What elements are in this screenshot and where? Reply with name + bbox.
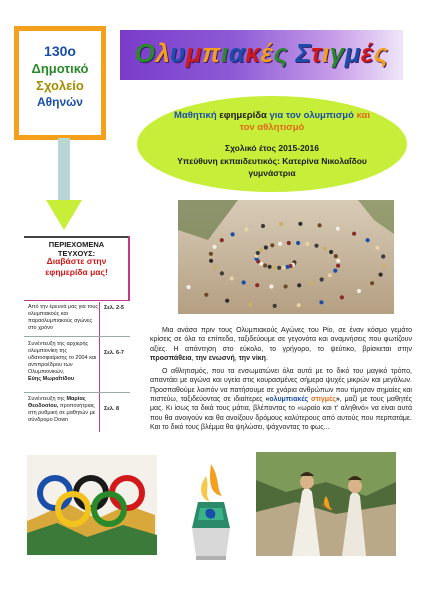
contents-heading-2: ΤΕΥΧΟΥΣ: [57, 249, 96, 258]
title-letter: ς [273, 38, 288, 68]
subtitle-part-a: Μαθητική [173, 110, 220, 121]
toc-item-1-text: Από την έρευνά μας για τους ολυμπιακούς και παραολυμπιακούς αγώνες στο χρόνο [28, 304, 99, 331]
toc-column-line [99, 302, 100, 432]
pin-stem [58, 138, 70, 202]
dancer [264, 245, 268, 249]
contents-subheading [24, 256, 129, 278]
dancer [285, 265, 289, 269]
title-letter: ι [221, 38, 229, 68]
p2-moments: στιγμές [311, 396, 336, 404]
dancer [270, 243, 274, 247]
dancer [322, 246, 326, 250]
dancer [297, 303, 301, 307]
dancer [244, 227, 248, 231]
dancer [320, 277, 324, 281]
dancer [220, 238, 224, 242]
title-letter: γ [329, 38, 345, 68]
dancer [318, 223, 322, 227]
dancer [309, 281, 313, 285]
toc-item-3-page: Σελ. 8 [104, 406, 120, 412]
dancer [287, 241, 291, 245]
teacher-name: Υπεύθυνη εκπαιδευτικός: Κατερίνα Νικολαΐδου [177, 156, 367, 166]
toc-item-1 [28, 304, 100, 332]
title-letter: τ [310, 38, 323, 68]
title-letter: Σ [295, 38, 311, 68]
title-letter: έ [360, 38, 374, 68]
toc-item-3-text-a: Συνέντευξη της [28, 396, 67, 402]
school-year: Σχολικό έτος 2015-2016 [225, 143, 319, 153]
contents-divider-top [128, 236, 130, 301]
school-city: Αθηνών [37, 95, 83, 109]
subtitle-part-e: τον αθλητισμό [239, 122, 305, 133]
dancer [305, 242, 309, 246]
dancer [263, 263, 267, 267]
dancer [334, 254, 338, 258]
title-letter: π [202, 38, 222, 68]
contents-heading-1: ΠΕΡΙΕΧΟΜΕΝΑ [48, 240, 105, 249]
subtitle-part-b: εφημερίδα [219, 110, 270, 121]
teacher-role: γυμνάστρια [248, 168, 296, 178]
article-body [150, 326, 412, 436]
newspaper-subtitle [147, 110, 397, 134]
title-letter [288, 38, 296, 68]
dancer [256, 251, 260, 255]
dancer [333, 269, 337, 273]
dancer [366, 238, 370, 242]
spiral-dance-photo [178, 200, 394, 314]
dancer [352, 232, 356, 236]
title-letter: έ [260, 38, 274, 68]
article-paragraph-2 [150, 367, 412, 432]
dancer [209, 252, 213, 256]
dancer [269, 284, 273, 288]
school-badge [14, 26, 106, 140]
p1-effort: προσπάθεια [150, 354, 192, 362]
contents-sub-1: Διαβάστε στην [46, 256, 107, 266]
toc-item-2-person: Εύης Μωραΐτίδου [28, 376, 75, 382]
dancer [297, 283, 301, 287]
dancer [261, 224, 265, 228]
dancer [273, 304, 277, 308]
school-word: Σχολείο [36, 78, 84, 93]
dancer [278, 242, 282, 246]
dancer [204, 293, 208, 297]
dancer [242, 280, 246, 284]
dancer [314, 244, 318, 248]
p2-text-b: , μαζί με τους μαθητές μας. Κι ίσως τα δικά τους μάτια, βλέποντας το «ωραίο και τ' αληθινό» να είναι αυτά που θα ανοιγούν και θα ανοίξουν δρόμους καλύτερους από αυτούς που περπατάμε. Και το δικό τους βλέμμα θα ψηλώσει, ψάχνοντας το φως... [150, 396, 412, 431]
dancer [277, 266, 281, 270]
dancer [230, 276, 234, 280]
dancer [231, 232, 235, 236]
dancer [259, 248, 263, 252]
p1-sep: , [191, 354, 196, 362]
toc-item-3-text-c: προπονήτριας στη ρυθμική σε μαθητών με σύνδρομο Down [28, 403, 96, 423]
header-text [147, 110, 397, 179]
p2-quote-close: » [335, 396, 340, 404]
title-letter: μ [344, 38, 361, 68]
dancer [340, 295, 344, 299]
dancer [357, 289, 361, 293]
olympic-rings-photo [27, 455, 157, 555]
school-number: 130ο [44, 43, 76, 59]
title-letter: Ο [134, 38, 156, 68]
dancer [213, 265, 217, 269]
toc-item-3-person: Μαρίας Θεοδοσίου, [28, 396, 86, 409]
dancer [187, 285, 191, 289]
toc-item-2 [28, 341, 98, 383]
dancer [336, 264, 340, 268]
subtitle-part-c: για τον ολυμπισμό [269, 110, 357, 121]
dancer [381, 254, 385, 258]
dancer [212, 245, 216, 249]
p1-victory: την νίκη [238, 354, 266, 362]
p2-text-a: Ο αθλητισμός, που τα ενσωματώνει όλα αυτά με το δικό του μαγικό τρόπο, απαντάει με αγώνα και υγεία στις κουρασμένες σήμερα ψυχές μικρών και μεγάλων. Προσπαθούμε λοιπόν να πατήσουμε σε χνάρια ανθρώπων που τίμησαν σημαίες και πιστεύω, ταξιδεύοντας σε ιδιαίτερες [150, 368, 412, 404]
toc-item-1-page: Σελ. 2-5 [104, 305, 124, 311]
title-letter: ι [322, 38, 330, 68]
dancer [336, 227, 340, 231]
dancer [220, 271, 224, 275]
p2-quote-open: « [265, 396, 270, 404]
title-letter: ς [373, 38, 389, 68]
p2-olympic: ολυμπιακές [269, 396, 309, 404]
dancer [328, 273, 332, 277]
subtitle-part-d: και [356, 110, 371, 121]
dancer [225, 299, 229, 303]
p1-text: Μια ανάσα πριν τους Ολυμπιακούς Αγώνες του Ρίο, σε έναν κόσμο γεμάτο κρίσεις σε όλα τα επίπεδα, ταξιδεύουμε σε γεγονότα και αναμνήσεις που φωτίζουν αξίες. Η απάντηση στο εύκολο, το γρήγορο, το ψεύτικο, βρίσκεται στην [150, 327, 412, 353]
dancer [255, 283, 259, 287]
dancer [298, 222, 302, 226]
contents-rule [24, 300, 130, 301]
pin-arrow [46, 200, 82, 230]
dancer [268, 265, 272, 269]
dancer [272, 266, 276, 270]
dancer [379, 273, 383, 277]
dancer [279, 222, 283, 226]
dancer [284, 284, 288, 288]
dancer [382, 263, 386, 267]
dancer [370, 281, 374, 285]
dancer [282, 266, 286, 270]
toc-item-3 [28, 396, 98, 424]
title-letter: μ [185, 38, 203, 68]
dancer [209, 259, 213, 263]
newspaper-title [120, 36, 403, 70]
p1-unity: την ενωσνή [195, 354, 235, 362]
toc-item-2-text: Συνέντευξη της αρχιερής ολυμπιονίκη της υδατοσφαίρισης το 2004 και αντιπροέδρου των Ολυμπιονικών, [28, 341, 97, 375]
dancer [375, 246, 379, 250]
title-letter: υ [169, 38, 186, 68]
contents-heading [24, 236, 129, 258]
contents-sub-2: εφημερίδα μας! [45, 267, 108, 277]
school-type: Δημοτικό [31, 61, 89, 76]
rio-2016-torch-photo [176, 458, 246, 562]
toc-sep-1 [24, 336, 130, 337]
dancer [319, 300, 323, 304]
title-letter: α [228, 38, 246, 68]
title-letter: λ [155, 38, 170, 68]
title-letter: κ [245, 38, 261, 68]
olympic-flame-ceremony-photo [256, 452, 396, 556]
article-paragraph-1 [150, 326, 412, 363]
toc-item-2-page: Σελ. 6-7 [104, 350, 124, 356]
dancer [329, 250, 333, 254]
toc-sep-2 [24, 392, 130, 393]
dancer [336, 259, 340, 263]
p1-end: . [265, 354, 268, 362]
p1-sep2: , [234, 354, 239, 362]
dancer [296, 241, 300, 245]
dancer [248, 302, 252, 306]
